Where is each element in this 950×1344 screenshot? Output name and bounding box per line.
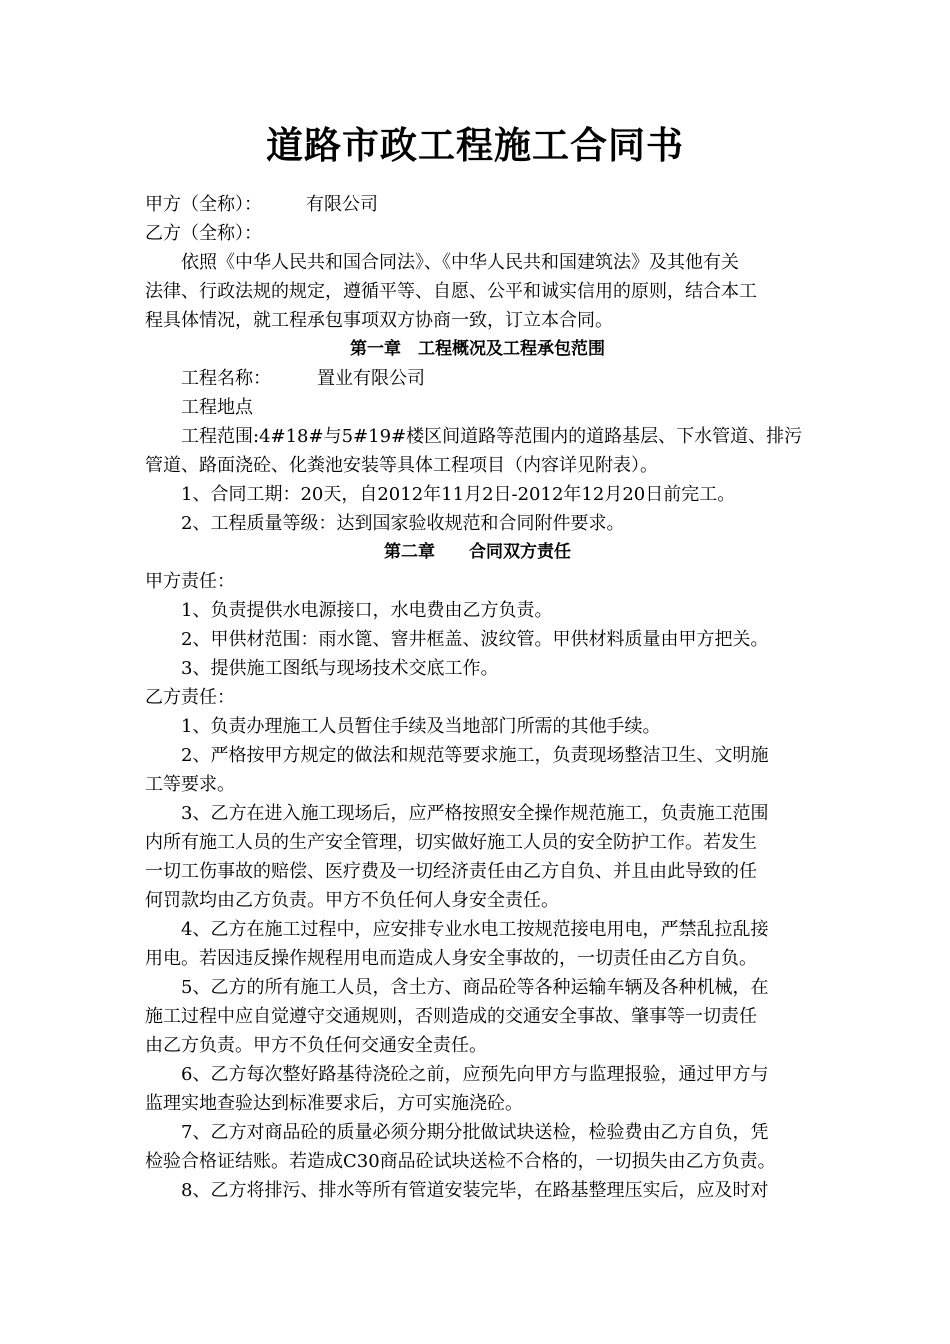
party-b-resp-line: 4、乙方在施工过程中，应安排专业水电工按规范接电用电，严禁乱拉乱接 xyxy=(181,919,769,940)
party-b-resp-line: 施工过程中应自觉遵守交通规则，否则造成的交通安全事故、肇事等一切责任 xyxy=(145,1006,757,1027)
party-b-resp-line: 1、负责办理施工人员暂住手续及当地部门所需的其他手续。 xyxy=(181,716,661,737)
document-title: 道路市政工程施工合同书 xyxy=(266,124,684,167)
party-a-line xyxy=(145,190,810,219)
party-b-resp-line: 监理实地查验达到标准要求后，方可实施浇砼。 xyxy=(145,1093,523,1114)
scope-line: 工程范围:4#18#与5#19#楼区间道路等范围内的道路基层、下水管道、排污 xyxy=(181,426,803,447)
project-site-line: 工程地点 xyxy=(181,397,253,418)
project-name-label: 工程名称： xyxy=(181,368,271,389)
party-a-resp-label: 甲方责任： xyxy=(145,571,235,592)
party-b-resp-line: 8、乙方将排污、排水等所有管道安装完毕，在路基整理压实后，应及时对 xyxy=(181,1180,769,1201)
intro-line: 法律、行政法规的规定，遵循平等、自愿、公平和诚实信用的原则，结合本工 xyxy=(145,281,757,302)
party-b-resp-line: 检验合格证结账。若造成C30商品砼试块送检不合格的，一切损失由乙方负责。 xyxy=(145,1151,776,1172)
party-b-resp-line: 3、乙方在进入施工现场后，应严格按照安全操作规范施工，负责施工范围 xyxy=(181,803,769,824)
party-b-resp-line: 5、乙方的所有施工人员，含土方、商品砼等各种运输车辆及各种机械，在 xyxy=(181,977,769,998)
party-b-line xyxy=(145,219,810,248)
party-a-resp-item: 2、甲供材范围：雨水篦、窨井框盖、波纹管。甲供材料质量由甲方把关。 xyxy=(181,629,769,650)
quality-line: 2、工程质量等级：达到国家验收规范和合同附件要求。 xyxy=(181,513,625,534)
party-b-resp-line: 一切工伤事故的赔偿、医疗费及一切经济责任由乙方自负、并且由此导致的任 xyxy=(145,861,757,882)
party-b-label: 乙方（全称）： xyxy=(145,223,262,244)
party-a-resp-item: 1、负责提供水电源接口，水电费由乙方负责。 xyxy=(181,600,553,621)
party-b-resp-line: 由乙方负责。甲方不负任何交通安全责任。 xyxy=(145,1035,487,1056)
party-b-resp-line: 6、乙方每次整好路基待浇砼之前，应预先向甲方与监理报验，通过甲方与 xyxy=(181,1064,769,1085)
party-a-resp-item: 3、提供施工图纸与现场技术交底工作。 xyxy=(181,658,499,679)
party-b-resp-line: 7、乙方对商品砼的质量必须分期分批做试块送检，检验费由乙方自负，凭 xyxy=(181,1122,769,1143)
scope-line: 管道、路面浇砼、化粪池安装等具体工程项目（内容详见附表）。 xyxy=(145,455,658,476)
party-b-resp-line: 2、严格按甲方规定的做法和规范等要求施工，负责现场整洁卫生、文明施 xyxy=(181,745,769,766)
party-b-resp-line: 用电。若因违反操作规程用电而造成人身安全事故的，一切责任由乙方自负。 xyxy=(145,948,757,969)
contract-body xyxy=(145,190,810,1205)
party-b-resp-line: 内所有施工人员的生产安全管理，切实做好施工人员的安全防护工作。若发生 xyxy=(145,832,757,853)
chapter-heading: 第一章 工程概况及工程承包范围 xyxy=(350,339,605,359)
party-b-resp-line: 工等要求。 xyxy=(145,774,235,795)
intro-line: 程具体情况，就工程承包事项双方协商一致，订立本合同。 xyxy=(145,310,613,331)
project-name-line xyxy=(145,364,810,393)
party-a-label: 甲方（全称）： xyxy=(145,194,262,215)
project-name-value: 置业有限公司 xyxy=(317,368,425,389)
party-a-value: 有限公司 xyxy=(306,194,378,215)
party-b-resp-line: 何罚款均由乙方负责。甲方不负任何人身安全责任。 xyxy=(145,890,559,911)
party-b-resp-label: 乙方责任： xyxy=(145,687,235,708)
term-line: 1、合同工期：20天，自2012年11月2日-2012年12月20日前完工。 xyxy=(181,484,736,505)
chapter-heading: 第二章 合同双方责任 xyxy=(384,542,571,562)
intro-line: 依照《中华人民共和国合同法》、《中华人民共和国建筑法》及其他有关 xyxy=(181,252,739,273)
